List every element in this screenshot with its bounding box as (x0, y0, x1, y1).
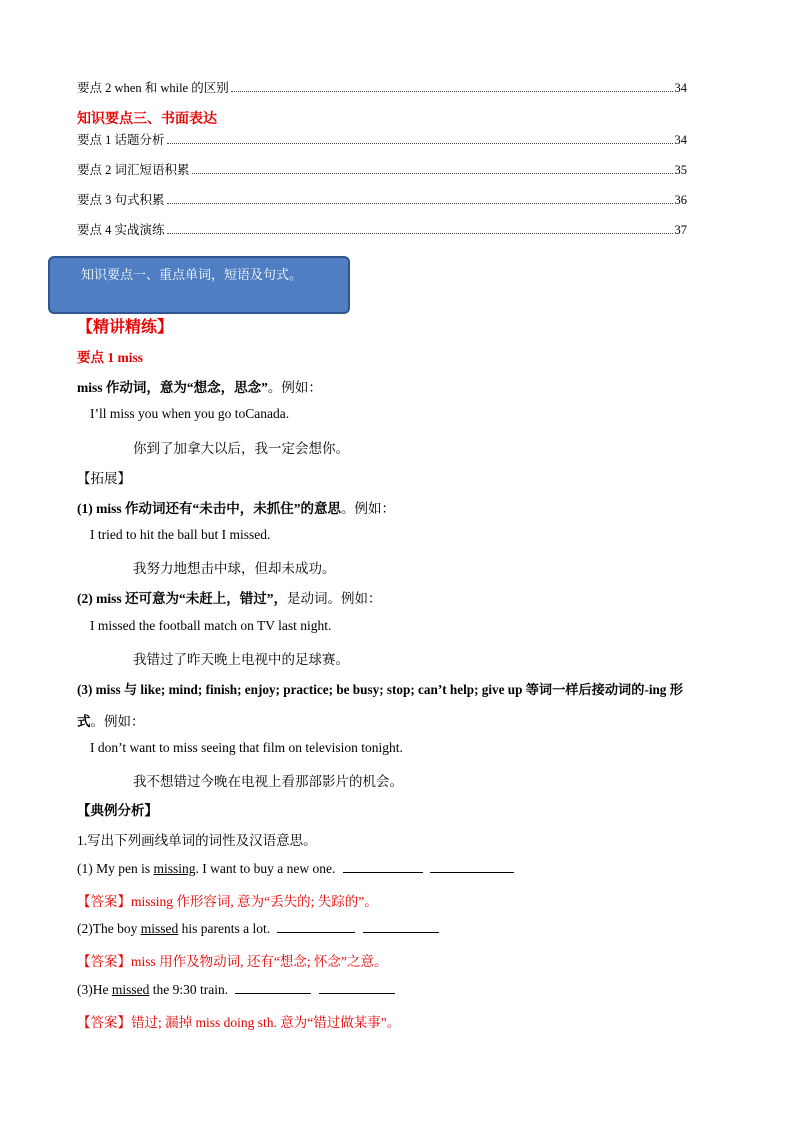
question3-underlined-word: missed (111, 982, 150, 997)
answer-blank[interactable] (277, 920, 355, 933)
extension2-english: I missed the football match on TV last night. (90, 618, 332, 633)
toc-page-number: 34 (674, 133, 687, 147)
answer-blank[interactable] (343, 860, 423, 873)
toc-leader (167, 142, 673, 144)
extension2-chinese: 我错过了昨天晚上电视中的足球赛。 (133, 652, 349, 667)
question2-pre: (2)The boy (77, 921, 141, 936)
definition-bold: miss 作动词，意为“想念，思念” (77, 380, 268, 395)
question2-post: his parents a lot. (178, 921, 271, 936)
extension3-bold: 式 (77, 714, 91, 729)
extension1-english: I tried to hit the ball but I missed. (90, 527, 271, 542)
examples-task: 1.写出下列画线单词的词性及汉语意思。 (77, 833, 317, 848)
toc-label: 要点 1 话题分析 (77, 133, 165, 147)
extension3-chinese: 我不想错过今晚在电视上看那部影片的机会。 (133, 774, 403, 789)
extension3-line1: (3) miss 与 like; mind; finish; enjoy; practice; be busy; stop; can’t help; give up 等词一样后接动词的-ing 形 (77, 682, 683, 697)
toc-entry-topic[interactable] (77, 130, 687, 148)
answer1: 【答案】missing 作形容词, 意为“丢失的; 失踪的”。 (77, 894, 378, 909)
toc-entry-sentence[interactable] (77, 190, 687, 208)
toc-page-number: 37 (674, 223, 687, 237)
extension-heading: 【拓展】 (77, 471, 131, 486)
examples-heading: 【典例分析】 (77, 803, 158, 819)
extension1-chinese: 我努力地想击中球，但却未成功。 (133, 561, 336, 576)
answer2: 【答案】miss 用作及物动词, 还有“想念; 怀念”之意。 (77, 954, 388, 969)
toc-entry-practice[interactable] (77, 220, 687, 238)
question1 (77, 860, 514, 877)
extension3-rest: 。例如： (90, 714, 145, 729)
question2-underlined-word: missed (140, 921, 179, 936)
toc-leader (231, 90, 673, 92)
toc-label: 要点 2 when 和 while 的区别 (77, 81, 229, 95)
point1-title: 要点 1 miss (77, 350, 144, 365)
example1-english: I’ll miss you when you go toCanada. (90, 406, 290, 421)
toc-leader (192, 172, 673, 174)
question1-pre: (1) My pen is (77, 861, 154, 876)
toc-page-number: 35 (674, 163, 687, 177)
toc-label: 要点 4 实战演练 (77, 223, 165, 237)
question1-underlined-word: missing (153, 861, 196, 876)
question3 (77, 981, 395, 998)
question1-post: . I want to buy a new one. (195, 861, 336, 876)
toc-section-title[interactable]: 知识要点三、书面表达 (77, 111, 217, 127)
toc-label: 要点 2 词汇短语积累 (77, 163, 190, 177)
definition-line (77, 376, 322, 396)
extension2-bold: (2) miss 还可意为“未赶上，错过”， (77, 591, 287, 606)
definition-rest: 。例如： (267, 380, 322, 395)
extension3-english: I don’t want to miss seeing that film on television tonight. (90, 740, 403, 755)
answer3: 【答案】错过; 漏掉 miss doing sth. 意为“错过做某事”。 (77, 1015, 401, 1030)
extension1-line (77, 497, 395, 517)
toc-leader (167, 232, 673, 234)
question2 (77, 920, 439, 937)
toc-leader (167, 202, 673, 204)
question3-pre: (3)He (77, 982, 112, 997)
toc-label: 要点 3 句式积累 (77, 193, 165, 207)
extension3-line2 (77, 710, 145, 730)
question3-post: the 9:30 train. (149, 982, 229, 997)
answer-blank[interactable] (235, 981, 311, 994)
callout-text: 知识要点一、重点单词，短语及句式。 (81, 268, 303, 283)
toc-page-number: 34 (674, 81, 687, 95)
example1-chinese: 你到了加拿大以后，我一定会想你。 (133, 441, 349, 456)
toc-entry-vocab[interactable] (77, 160, 687, 178)
extension2-rest: 是动词。例如： (287, 591, 382, 606)
extension1-bold: (1) miss 作动词还有“未击中，未抓住”的意思 (77, 501, 341, 516)
section-callout-box (48, 256, 350, 314)
answer-blank[interactable] (319, 981, 395, 994)
toc-page-number: 36 (674, 193, 687, 207)
extension2-line (77, 587, 382, 607)
toc-entry-when-while[interactable] (77, 78, 687, 96)
answer-blank[interactable] (363, 920, 439, 933)
lecture-heading: 【精讲精练】 (77, 317, 174, 336)
answer-blank[interactable] (430, 860, 514, 873)
extension1-rest: 。例如： (341, 501, 395, 516)
